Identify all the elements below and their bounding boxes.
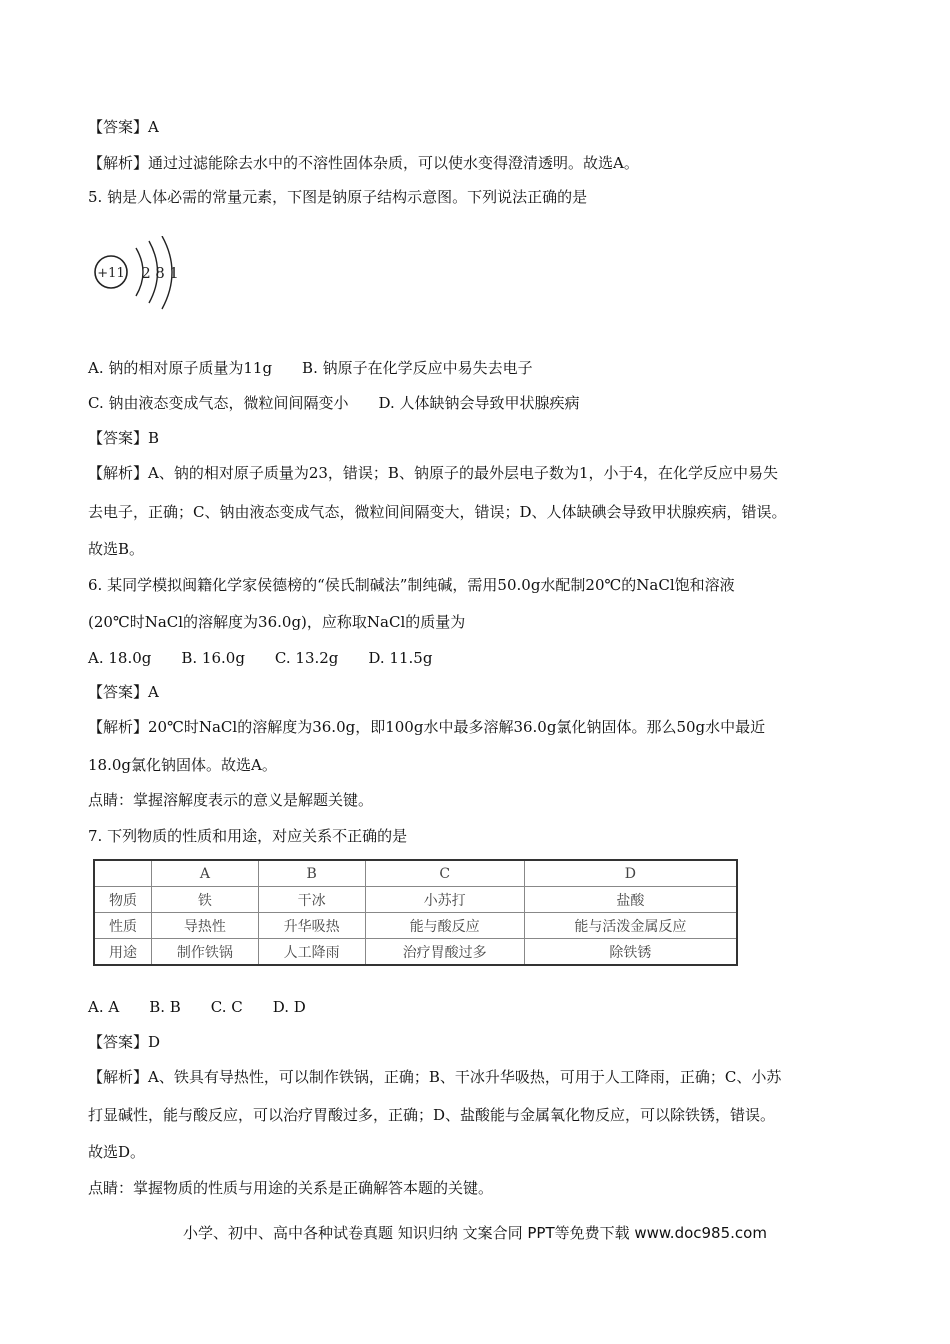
property-use-table (93, 859, 738, 963)
page-footer: 小学、初中、高中各种试卷真题 知识归纳 文案合同 PPT等免费下载 www.doc985.com (183, 1224, 767, 1242)
question-5: 5. 钠是人体必需的常量元素，下图是钠原子结构示意图。下列说法正确的是 (88, 188, 588, 206)
table-cell: 除铁锈 (524, 939, 737, 966)
table-cell: 能与活泼金属反应 (524, 913, 737, 939)
analysis-5-line-3: 故选B。 (88, 540, 145, 558)
analysis-5-line-1: 【解析】A、钠的相对原子质量为23，错误；B、钠原子的最外层电子数为1，小于4，在化学反应中易失 (88, 464, 779, 482)
table-cell: 盐酸 (524, 887, 737, 913)
table-row-label: 用途 (94, 939, 152, 966)
table-cell: 导热性 (152, 913, 259, 939)
table-header-cell: A (152, 860, 259, 887)
tip-7: 点睛：掌握物质的性质与用途的关系是正确解答本题的关键。 (88, 1179, 494, 1197)
analysis-7-line-2: 打显碱性，能与酸反应，可以治疗胃酸过多，正确；D、盐酸能与金属氧化物反应，可以除铁锈，错误。 (88, 1106, 776, 1124)
analysis-4: 【解析】通过过滤能除去水中的不溶性固体杂质，可以使水变得澄清透明。故选A。 (88, 154, 639, 172)
options-7: A. A B. B C. C D. D (88, 998, 306, 1016)
shell-3-count: 1 (169, 264, 179, 282)
answer-5: 【答案】B (88, 429, 160, 447)
table-header-cell: C (365, 860, 524, 887)
analysis-5-line-2: 去电子，正确；C、钠由液态变成气态，微粒间间隔变大，错误；D、人体缺碘会导致甲状腺疾病，错误。 (88, 503, 787, 521)
options-5-cd: C. 钠由液态变成气态，微粒间间隔变小 D. 人体缺钠会导致甲状腺疾病 (88, 394, 580, 412)
options-5-ab: A. 钠的相对原子质量为11g B. 钠原子在化学反应中易失去电子 (88, 359, 533, 377)
table-row (94, 939, 737, 966)
table-row (94, 887, 737, 913)
table-cell: 人工降雨 (258, 939, 365, 966)
table-header-row (94, 860, 737, 887)
table-cell: 制作铁锅 (152, 939, 259, 966)
table-cell: 能与酸反应 (365, 913, 524, 939)
options-6: A. 18.0g B. 16.0g C. 13.2g D. 11.5g (88, 649, 433, 667)
table-header-cell: D (524, 860, 737, 887)
answer-6: 【答案】A (88, 683, 159, 701)
table-cell: 治疗胃酸过多 (365, 939, 524, 966)
tip-6: 点睛：掌握溶解度表示的意义是解题关键。 (88, 791, 374, 809)
answer-4: 【答案】A (88, 118, 159, 136)
question-7: 7. 下列物质的性质和用途，对应关系不正确的是 (88, 827, 408, 845)
question-6-line-1: 6. 某同学模拟闽籍化学家侯德榜的“侯氏制碱法”制纯碱，需用50.0g水配制20℃的NaCl饱和溶液 (88, 576, 735, 594)
table-row-label: 性质 (94, 913, 152, 939)
table-cell: 升华吸热 (258, 913, 365, 939)
question-6-line-2: (20℃时NaCl的溶解度为36.0g)，应称取NaCl的质量为 (88, 613, 466, 631)
table-header-cell: B (258, 860, 365, 887)
sodium-atom-diagram (92, 236, 202, 316)
nucleus-charge: +11 (97, 266, 125, 281)
table-cell: 小苏打 (365, 887, 524, 913)
shell-1-count: 2 (141, 264, 151, 282)
analysis-6-line-2: 18.0g氯化钠固体。故选A。 (88, 756, 277, 774)
table-cell: 铁 (152, 887, 259, 913)
table-header-cell (94, 860, 152, 887)
table-row-label: 物质 (94, 887, 152, 913)
answer-7: 【答案】D (88, 1033, 161, 1051)
analysis-6-line-1: 【解析】20℃时NaCl的溶解度为36.0g，即100g水中最多溶解36.0g氯化钠固体。那么50g水中最近 (88, 718, 766, 736)
analysis-7-line-3: 故选D。 (88, 1143, 146, 1161)
table-row (94, 913, 737, 939)
analysis-7-line-1: 【解析】A、铁具有导热性，可以制作铁锅，正确；B、干冰升华吸热，可用于人工降雨，正确；C、小苏 (88, 1068, 782, 1086)
table-cell: 干冰 (258, 887, 365, 913)
shell-2-count: 8 (155, 264, 165, 282)
